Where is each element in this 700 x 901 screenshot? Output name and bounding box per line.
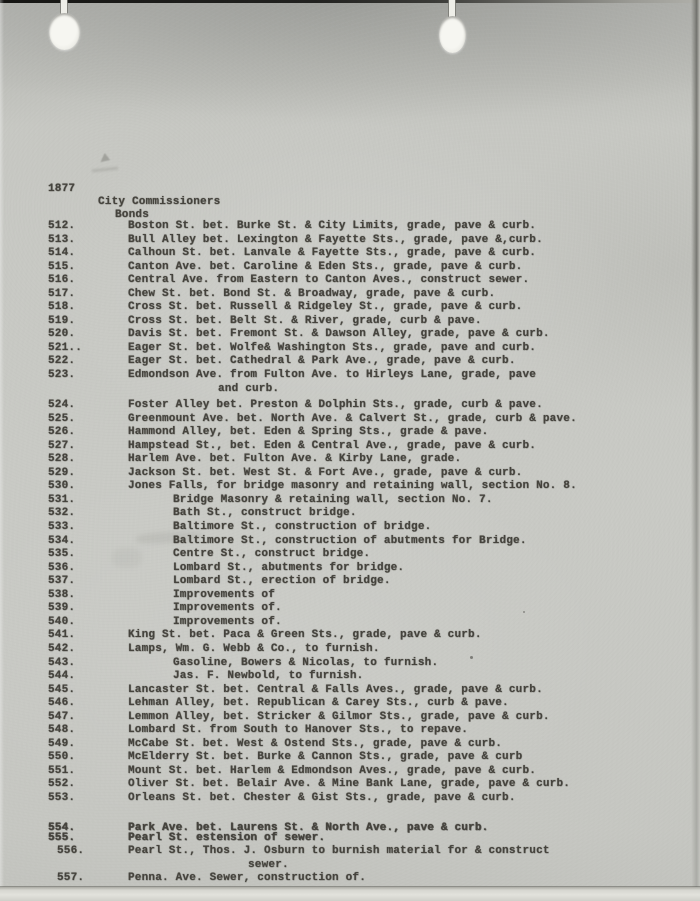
entry-text: Gasoline, Bowers & Nicolas, to furnish. <box>173 656 439 669</box>
entry-number: 522. <box>48 355 76 368</box>
entry-number: 525. <box>48 412 76 425</box>
entry-text: Harlem Ave. bet. Fulton Ave. & Kirby Lane, grade. <box>128 453 462 466</box>
entry-text: Mount St. bet. Harlem & Edmondson Aves., grade, pave & curb. <box>128 764 537 777</box>
entry-number: 536. <box>48 561 76 574</box>
list-item <box>0 383 694 397</box>
list-item <box>0 711 694 725</box>
entry-number: 514. <box>48 247 76 260</box>
list-item <box>0 751 694 765</box>
entry-text: Improvements of. <box>173 615 282 628</box>
list-item <box>0 342 694 356</box>
entry-number: 513. <box>48 233 76 246</box>
entry-text: Eager St. bet. Wolfe& Washington Sts., grade, pave and curb. <box>128 341 537 354</box>
entry-number: 546. <box>48 697 76 710</box>
entry-number: 524. <box>48 399 76 412</box>
entry-text: Jas. F. Newbold, to furnish. <box>173 670 364 683</box>
entry-text: Central Ave. from Eastern to Canton Aves., construct sewer. <box>128 274 530 287</box>
entry-number: 538. <box>48 588 76 601</box>
entry-text: Lancaster St. bet. Central & Falls Aves., grade, pave & curb. <box>128 683 543 696</box>
entry-text: Pearl St., Thos. J. Osburn to burnish material for & construct <box>128 845 550 858</box>
entry-text: Jackson St. bet. West St. & Fort Ave., grade, pave & curb. <box>128 466 523 479</box>
entry-text: McElderry St. bet. Burke & Cannon Sts., grade, pave & curb <box>128 751 523 764</box>
list-item <box>0 859 694 873</box>
entry-number: 521.. <box>48 341 83 354</box>
page-bottom-edge <box>0 887 700 901</box>
entry-text: and curb. <box>218 382 280 395</box>
list-item <box>0 845 694 859</box>
entry-number: 520. <box>48 328 76 341</box>
entry-text: Lombard St., erection of bridge. <box>173 575 391 588</box>
entry-text: Hampstead St., bet. Eden & Central Ave., grade, pave & curb. <box>128 439 537 452</box>
entry-number: 517. <box>48 287 76 300</box>
list-item <box>0 670 694 684</box>
entry-number: 530. <box>48 480 76 493</box>
list-item <box>0 467 694 481</box>
list-item <box>0 778 694 792</box>
list-item <box>0 765 694 779</box>
entry-text: Bath St., construct bridge. <box>173 507 357 520</box>
page-title: City Commissioners <box>98 196 221 208</box>
list-item <box>0 724 694 738</box>
list-item <box>0 548 694 562</box>
entry-number: 539. <box>48 602 76 615</box>
entry-number: 555. <box>48 831 76 844</box>
entry-text: Lombard St., abutments for bridge. <box>173 561 405 574</box>
entry-number: 540. <box>48 615 76 628</box>
entry-text: Oliver St. bet. Belair Ave. & Mine Bank Lane, grade, pave & curb. <box>128 778 571 791</box>
entry-number: 556. <box>57 845 85 858</box>
entry-number: 553. <box>48 791 76 804</box>
entry-text: Penna. Ave. Sewer, construction of. <box>128 872 367 885</box>
entry-text: Pearl St. estension of sewer. <box>128 831 326 844</box>
list-item <box>0 261 694 275</box>
list-item <box>0 453 694 467</box>
list-item <box>0 575 694 589</box>
bond-list <box>0 220 694 886</box>
list-item <box>0 738 694 752</box>
entry-text: Canton Ave. bet. Caroline & Eden Sts., grade, pave & curb. <box>128 260 523 273</box>
entry-number: 518. <box>48 301 76 314</box>
entry-text: McCabe St. bet. West & Ostend Sts., grade, pave & curb. <box>128 737 503 750</box>
list-item <box>0 247 694 261</box>
entry-number: 551. <box>48 764 76 777</box>
entry-text: Chew St. bet. Bond St. & Broadway, grade, pave & curb. <box>128 287 496 300</box>
list-item <box>0 602 694 616</box>
page-top-edge <box>0 0 700 3</box>
entry-number: 537. <box>48 575 76 588</box>
list-item <box>0 355 694 369</box>
list-item <box>0 521 694 535</box>
entry-text: Baltimore St., construction of bridge. <box>173 521 432 534</box>
entry-text: Hammond Alley, bet. Eden & Spring Sts., grade & pave. <box>128 426 489 439</box>
entry-number: 545. <box>48 683 76 696</box>
page-year: 1877 <box>48 183 76 195</box>
entry-number: 533. <box>48 521 76 534</box>
entry-number: 523. <box>48 369 76 382</box>
entry-text: Greenmount Ave. bet. North Ave. & Calvert St., grade, curb & pave. <box>128 412 577 425</box>
entry-text: Lehman Alley, bet. Republican & Carey Sts., curb & pave. <box>128 697 509 710</box>
list-item <box>0 494 694 508</box>
entry-text: Centre St., construct bridge. <box>173 548 371 561</box>
list-item <box>0 369 694 383</box>
entry-text: Cross St. bet. Russell & Ridgeley St., grade, pave & curb. <box>128 301 523 314</box>
list-item <box>0 426 694 440</box>
entry-text: Orleans St. bet. Chester & Gist Sts., grade, pave & curb. <box>128 791 516 804</box>
entry-number: 515. <box>48 260 76 273</box>
entry-text: Calhoun St. bet. Lanvale & Fayette Sts., grade, pave & curb. <box>128 247 537 260</box>
entry-number: 531. <box>48 493 76 506</box>
entry-text: Foster Alley bet. Preston & Dolphin Sts., grade, curb & pave. <box>128 399 543 412</box>
entry-text: Park Ave. bet. Laurens St. & North Ave., pave & curb. <box>128 821 489 834</box>
entry-number: 526. <box>48 426 76 439</box>
list-item <box>0 697 694 711</box>
list-item <box>0 657 694 671</box>
entry-number: 549. <box>48 737 76 750</box>
entry-number: 557. <box>57 872 85 885</box>
entry-text: sewer. <box>248 858 289 871</box>
entry-text: Improvements of. <box>173 602 282 615</box>
list-item <box>0 480 694 494</box>
list-item <box>0 301 694 315</box>
list-item <box>0 507 694 521</box>
list-item <box>0 629 694 643</box>
entry-text: Cross St. bet. Belt St. & River, grade, curb & pave. <box>128 314 482 327</box>
list-item <box>0 872 694 886</box>
entry-number: 552. <box>48 778 76 791</box>
list-item <box>0 220 694 234</box>
list-item <box>0 616 694 630</box>
list-item <box>0 274 694 288</box>
entry-number: 512. <box>48 220 76 232</box>
entry-number: 528. <box>48 453 76 466</box>
entry-number: 554. <box>48 821 76 834</box>
list-item <box>0 315 694 329</box>
list-item <box>0 234 694 248</box>
entry-number: 527. <box>48 439 76 452</box>
punch-hole-left <box>49 13 80 50</box>
list-item <box>0 288 694 302</box>
entry-text: Lamps, Wm. G. Webb & Co., to furnish. <box>128 642 380 655</box>
entry-text: Jones Falls, for bridge masonry and retaining wall, section No. 8. <box>128 480 577 493</box>
list-item <box>0 684 694 698</box>
entry-text: King St. bet. Paca & Green Sts., grade, pave & curb. <box>128 629 482 642</box>
list-item <box>0 399 694 413</box>
entry-number: 535. <box>48 548 76 561</box>
entry-text: Bull Alley bet. Lexington & Fayette Sts., grade, pave &,curb. <box>128 233 543 246</box>
list-item <box>0 832 694 846</box>
entry-number: 541. <box>48 629 76 642</box>
list-item <box>0 535 694 549</box>
list-item <box>0 562 694 576</box>
entry-text: Lemmon Alley, bet. Stricker & Gilmor Sts., grade, pave & curb. <box>128 710 550 723</box>
list-item <box>0 440 694 454</box>
entry-number: 532. <box>48 507 76 520</box>
punch-hole-right <box>439 16 466 53</box>
entry-text: Bridge Masonry & retaining wall, section No. 7. <box>173 493 493 506</box>
entry-number: 534. <box>48 534 76 547</box>
entry-number: 550. <box>48 751 76 764</box>
entry-text: Davis St. bet. Fremont St. & Dawson Alley, grade, pave & curb. <box>128 328 550 341</box>
entry-number: 519. <box>48 314 76 327</box>
entry-text: Edmondson Ave. from Fulton Ave. to Hirleys Lane, grade, pave <box>128 369 537 382</box>
entry-text: Eager St. bet. Cathedral & Park Ave., grade, pave & curb. <box>128 355 516 368</box>
list-item <box>0 792 694 806</box>
list-item <box>0 413 694 427</box>
entry-text: Improvements of <box>173 588 276 601</box>
list-item <box>0 643 694 657</box>
page-subtitle: Bonds <box>115 209 150 221</box>
entry-number: 544. <box>48 670 76 683</box>
entry-number: 543. <box>48 656 76 669</box>
pencil-smudge <box>92 167 118 173</box>
entry-number: 542. <box>48 642 76 655</box>
entry-text: Baltimore St., construction of abutments for Bridge. <box>173 534 527 547</box>
pencil-mark <box>100 152 110 162</box>
entry-text: Boston St. bet. Burke St. & City Limits, grade, pave & curb. <box>128 220 537 232</box>
entry-text: Lombard St. from South to Hanover Sts., to repave. <box>128 724 469 737</box>
list-item <box>0 328 694 342</box>
entry-number: 547. <box>48 710 76 723</box>
entry-number: 548. <box>48 724 76 737</box>
entry-number: 529. <box>48 466 76 479</box>
entry-number: 516. <box>48 274 76 287</box>
list-item <box>0 589 694 603</box>
